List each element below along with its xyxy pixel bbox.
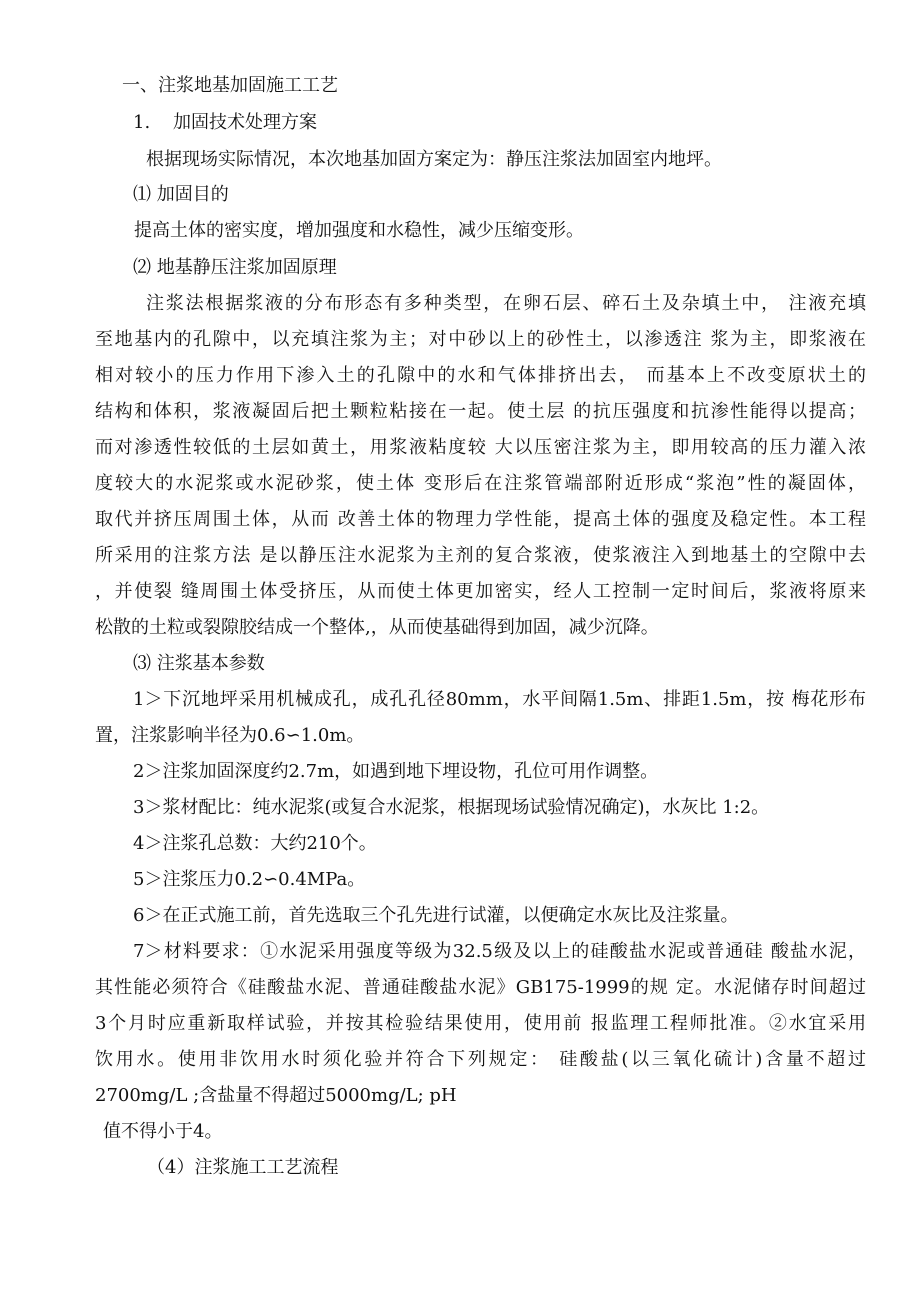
principle-line: 相对较小的压力作用下渗入土的孔隙中的水和气体排挤出去， 而基本上不改变原状土的 [95, 365, 866, 386]
param-item-1-cont: 置，注浆影响半径为0.6∽1.0m。 [95, 725, 365, 746]
principle-title: ⑵ 地基静压注浆加固原理 [133, 257, 337, 278]
principle-line: 注浆法根据浆液的分布形态有多种类型，在卵石层、碎石土及杂填土中， 注液充填 [146, 293, 866, 314]
params-title: ⑶ 注浆基本参数 [133, 653, 265, 674]
principle-line: 而对渗透性较低的土层如黄土，用浆液粘度较 大以压密注浆为主，即用较高的压力灌入浓 [95, 437, 866, 458]
param-item-7: 7＞材料要求：①水泥采用强度等级为32.5级及以上的硅酸盐水泥或普通硅 酸盐水泥， [133, 941, 866, 962]
principle-line: 结构和体积，浆液凝固后把土颗粒粘接在一起。使土层 的抗压强度和抗渗性能得以提高； [95, 401, 866, 422]
principle-line: 取代并挤压周围土体，从而 改善土体的物理力学性能，提高土体的强度及稳定性。本工程 [95, 509, 866, 530]
param-item-7-cont: 2700mg/L ;含盐量不得超过5000mg/L; pH [95, 1085, 457, 1106]
intro-paragraph: 根据现场实际情况，本次地基加固方案定为：静压注浆法加固室内地坪。 [146, 149, 722, 170]
param-item-7-cont: 饮用水。使用非饮用水时须化验并符合下列规定： 硅酸盐(以三氧化硫计)含量不超过 [95, 1049, 866, 1070]
param-item-5: 5＞注浆压力0.2∽0.4MPa。 [133, 869, 366, 890]
principle-line: ，并使裂 缝周围土体受挤压，从而使土体更加密实，经人工控制一定时间后，浆液将原来 [95, 581, 866, 602]
purpose-title: ⑴ 加固目的 [133, 184, 229, 205]
principle-line: 所采用的注浆方法 是以静压注水泥浆为主剂的复合浆液，使浆液注入到地基土的空隙中去 [95, 545, 866, 566]
param-item-7-cont: 3个月时应重新取样试验，并按其检验结果使用，使用前 报监理工程师批准。②水宜采用 [95, 1013, 866, 1034]
param-item-3: 3＞浆材配比：纯水泥浆(或复合水泥浆，根据现场试验情况确定)，水灰比 1:2。 [133, 797, 770, 818]
purpose-text: 提高土体的密实度，增加强度和水稳性，减少压缩变形。 [134, 220, 584, 241]
param-item-1: 1＞下沉地坪采用机械成孔，成孔孔径80mm，水平间隔1.5m、排距1.5m，按 梅花形布 [133, 689, 866, 710]
param-item-2: 2＞注浆加固深度约2.7m，如遇到地下埋设物，孔位可用作调整。 [133, 761, 659, 782]
param-item-7-cont: 其性能必须符合《硅酸盐水泥、普通硅酸盐水泥》GB175-1999的规 定。水泥储存时间超过 [95, 977, 866, 998]
param-item-6: 6＞在正式施工前，首先选取三个孔先进行试灌，以便确定水灰比及注浆量。 [133, 905, 739, 926]
param-item-7-cont: 值不得小于4。 [103, 1121, 223, 1142]
param-item-4: 4＞注浆孔总数：大约210个。 [133, 833, 377, 854]
principle-line: 至地基内的孔隙中，以充填注浆为主；对中砂以上的砂性土，以渗透注 浆为主，即浆液在 [95, 329, 866, 350]
principle-line: 松散的土粒或裂隙胶结成一个整体,，从而使基础得到加固，减少沉降。 [95, 617, 659, 638]
process-title: （4）注浆施工工艺流程 [147, 1157, 339, 1178]
section-heading: 一、注浆地基加固施工工艺 [122, 75, 338, 96]
subsection-title: 加固技术处理方案 [173, 112, 317, 133]
subsection-number: 1. [133, 112, 151, 133]
principle-line: 度较大的水泥浆或水泥砂浆，使土体 变形后在注浆管端部附近形成“浆泡”性的凝固体， [95, 473, 866, 494]
